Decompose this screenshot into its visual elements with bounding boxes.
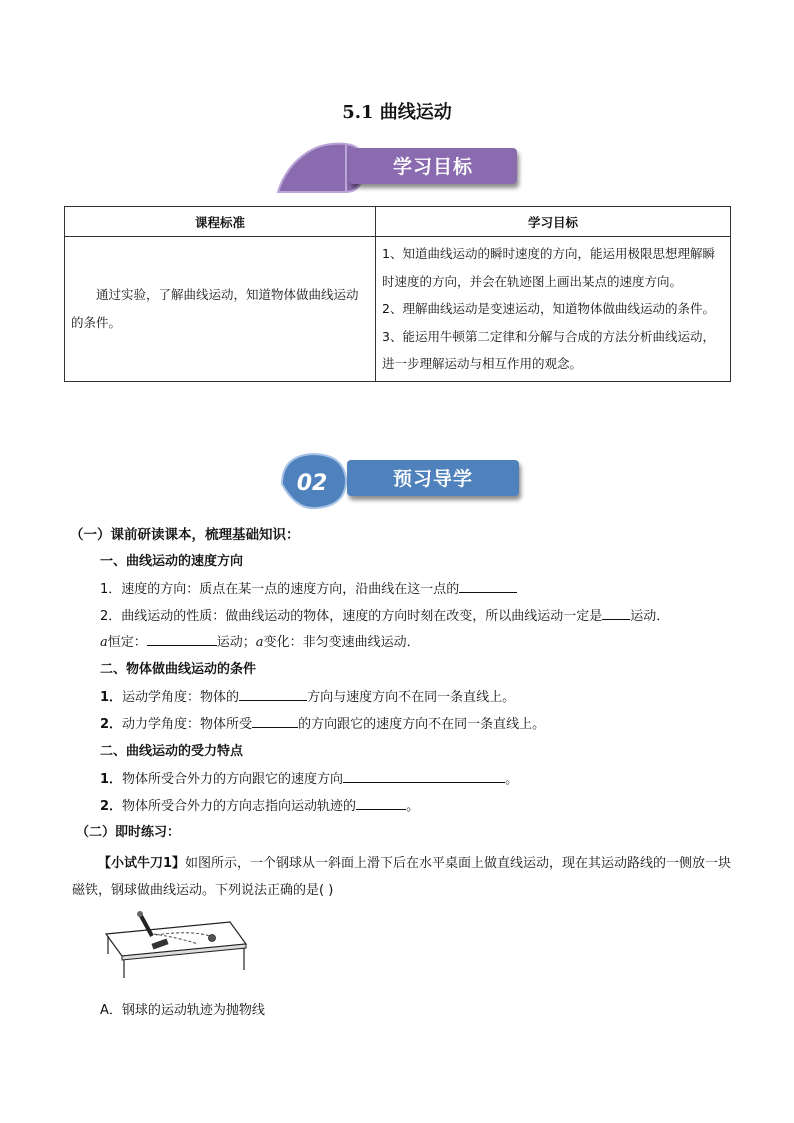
objectives-table	[64, 206, 731, 382]
item-number: 2．	[100, 799, 123, 814]
s2-line1-text: 运动学角度：物体的	[122, 690, 240, 705]
s1-line3-text: 恒定：	[107, 635, 147, 650]
col-header-goals: 学习目标	[376, 207, 731, 237]
banner-label: 学习目标	[392, 156, 473, 178]
table-row	[65, 237, 731, 382]
s1-line3-text: 变化：非匀变速曲线运动．	[263, 635, 420, 650]
item-number: 2．	[100, 717, 123, 732]
s1-line2-text: 2．曲线运动的性质：做曲线运动的物体，速度的方向时刻在改变，所以曲线运动一定是	[100, 609, 603, 624]
s2-line2	[100, 714, 545, 735]
item-number: 1．	[100, 772, 123, 787]
s2-line2-text: 的方向跟它的速度方向不在同一条直线上。	[298, 717, 546, 732]
table-magnet-figure	[100, 908, 250, 980]
banner-bar	[349, 148, 517, 184]
var-a: a	[255, 635, 264, 650]
blank	[602, 606, 630, 620]
part1-heading: （一）课前研读课本，梳理基础知识：	[70, 527, 300, 543]
question-tag: 【小试牛刀1】	[98, 856, 186, 871]
s2-line1	[100, 687, 515, 708]
page-title: 5.1 曲线运动	[342, 102, 452, 123]
item-number: 1．	[100, 690, 123, 705]
blank	[343, 769, 505, 783]
question-1	[72, 850, 732, 904]
blank	[147, 632, 217, 646]
s3-title: 二、曲线运动的受力特点	[100, 744, 244, 759]
s1-title: 一、曲线运动的速度方向	[100, 554, 244, 569]
s3-line1-text: 物体所受合外力的方向跟它的速度方向	[122, 772, 344, 787]
banner-bar	[347, 460, 519, 496]
goal-item: 1、知道曲线运动的瞬时速度的方向，能运用极限思想理解瞬时速度的方向，并会在轨迹图上画出某点的速度方向。	[382, 246, 715, 289]
s1-line2	[100, 606, 669, 627]
blank	[252, 714, 298, 728]
s3-line1	[100, 769, 518, 790]
banner-learning-goals	[276, 140, 526, 200]
s3-line2-end: 。	[406, 799, 420, 814]
banner-preview-guide	[276, 450, 526, 510]
var-a: a	[100, 635, 108, 650]
blank	[239, 687, 307, 701]
s3-line1-end: 。	[505, 772, 519, 787]
goal-item: 2、理解曲线运动是变速运动，知道物体做曲线运动的条件。	[382, 301, 715, 316]
table-header-row	[65, 207, 731, 237]
s1-line3-text: 运动；	[216, 635, 256, 650]
s1-line3	[100, 632, 420, 653]
goals-cell	[376, 237, 731, 382]
part2-heading: （二）即时练习：	[76, 825, 181, 840]
question-text: 如图所示，一个钢球从一斜面上滑下后在水平桌面上做直线运动，现在其运动路线的一侧放一块磁铁，钢球做曲线运动。下列说法正确的是( )	[72, 856, 732, 898]
badge-number: 02	[296, 471, 328, 496]
s2-line2-text: 动力学角度：物体所受	[122, 717, 253, 732]
s1-line2-end: 运动．	[630, 609, 670, 624]
blank	[459, 579, 517, 593]
s2-title: 二、物体做曲线运动的条件	[100, 662, 257, 677]
col-header-standard: 课程标准	[65, 207, 376, 237]
goal-item: 3、能运用牛顿第二定律和分解与合成的方法分析曲线运动，进一步理解运动与相互作用的观念。	[382, 328, 715, 371]
option-a: A．钢球的运动轨迹为抛物线	[100, 1003, 265, 1018]
standard-cell: 通过实验，了解曲线运动，知道物体做曲线运动的条件。	[65, 237, 376, 382]
s3-line2	[100, 796, 419, 817]
s1-line1	[100, 579, 517, 600]
s1-line1-text: 1．速度的方向：质点在某一点的速度方向，沿曲线在这一点的	[100, 582, 460, 597]
s2-line1-text: 方向与速度方向不在同一条直线上。	[307, 690, 516, 705]
banner-label: 预习导学	[392, 468, 473, 490]
s3-line2-text: 物体所受合外力的方向志指向运动轨迹的	[122, 799, 357, 814]
blank	[356, 796, 406, 810]
